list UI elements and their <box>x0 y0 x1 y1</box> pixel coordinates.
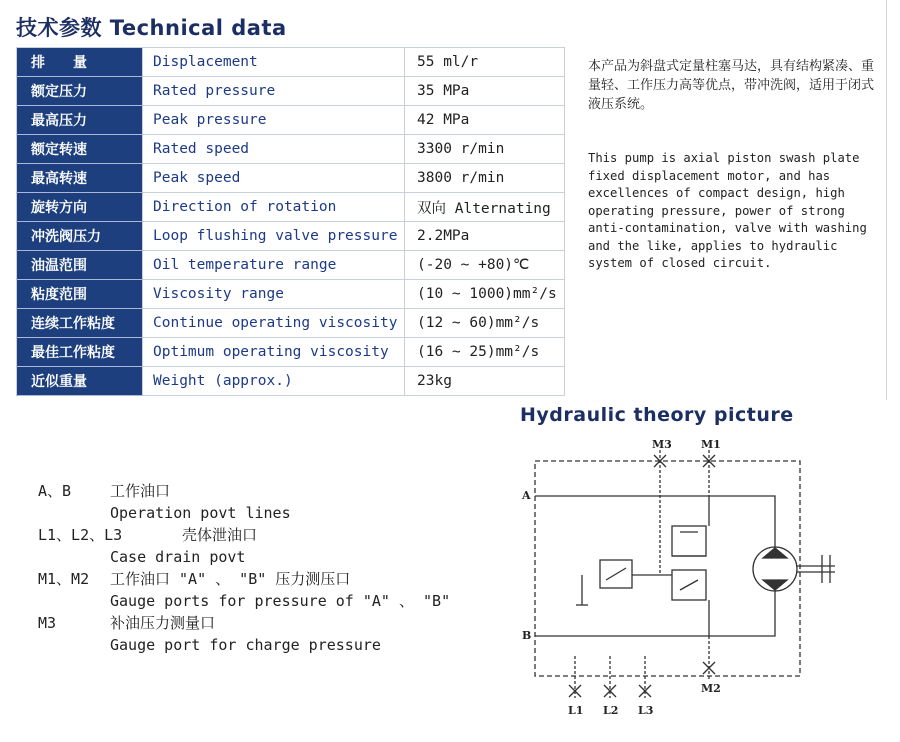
spec-label-zh: 额定压力 <box>17 77 143 106</box>
legend-row <box>38 612 468 634</box>
spec-label-zh: 额定转速 <box>17 135 143 164</box>
spec-label-en: Peak speed <box>143 164 405 193</box>
label-l1: L1 <box>568 704 584 717</box>
spec-label-en: Weight (approx.) <box>143 367 405 396</box>
spec-value: 3300 r/min <box>405 135 565 164</box>
page-title: 技术参数 Technical data <box>16 16 287 40</box>
legend-key: A、B <box>38 482 72 500</box>
label-b: B <box>522 629 532 642</box>
spec-value: 23kg <box>405 367 565 396</box>
spec-label-en: Viscosity range <box>143 280 405 309</box>
spec-value: (16 ~ 25)mm²/s <box>405 338 565 367</box>
spec-value: 3800 r/min <box>405 164 565 193</box>
spec-label-zh: 最高转速 <box>17 164 143 193</box>
spec-label-en: Displacement <box>143 48 405 77</box>
line-a <box>535 496 775 548</box>
spec-value: 35 MPa <box>405 77 565 106</box>
label-m3: M3 <box>652 438 672 451</box>
spec-row <box>17 280 565 309</box>
legend-en: Gauge port for charge pressure <box>110 636 381 654</box>
spec-value: 42 MPa <box>405 106 565 135</box>
flushing-valve-upper <box>672 526 706 556</box>
spec-value: (12 ~ 60)mm²/s <box>405 309 565 338</box>
spec-row <box>17 338 565 367</box>
label-l2: L2 <box>603 704 619 717</box>
label-m1: M1 <box>701 438 721 451</box>
spec-row <box>17 164 565 193</box>
legend-zh: 工作油口 "A" 、 "B" 压力测压口 <box>110 570 351 588</box>
legend-key: M1、M2 <box>38 570 90 588</box>
spec-label-en: Rated speed <box>143 135 405 164</box>
label-m2: M2 <box>701 682 721 695</box>
legend-key: M3 <box>38 614 57 632</box>
spec-label-en: Loop flushing valve pressure <box>143 222 405 251</box>
spec-value: 2.2MPa <box>405 222 565 251</box>
line-b <box>535 590 775 636</box>
spec-row <box>17 106 565 135</box>
spec-value: 双向 Alternating <box>405 193 565 222</box>
spec-value: 55 ml/r <box>405 48 565 77</box>
spec-label-zh: 冲洗阀压力 <box>17 222 143 251</box>
spec-label-en: Oil temperature range <box>143 251 405 280</box>
spec-row <box>17 48 565 77</box>
legend-en: Gauge ports for pressure of "A" 、 "B" <box>110 592 451 610</box>
spec-table <box>16 47 565 396</box>
spec-label-en: Direction of rotation <box>143 193 405 222</box>
hydraulic-title: Hydraulic theory picture <box>520 404 794 426</box>
spec-row <box>17 222 565 251</box>
spec-label-en: Continue operating viscosity <box>143 309 405 338</box>
legend-row <box>38 546 468 568</box>
legend-row <box>38 634 468 656</box>
spec-label-zh: 最佳工作粘度 <box>17 338 143 367</box>
divider <box>886 0 887 400</box>
spec-label-zh: 油温范围 <box>17 251 143 280</box>
legend-key: L1、L2、L3 <box>38 526 123 544</box>
spec-value: (-20 ~ +80)℃ <box>405 251 565 280</box>
spec-label-zh: 近似重量 <box>17 367 143 396</box>
spec-label-zh: 最高压力 <box>17 106 143 135</box>
legend-zh: 补油压力测量口 <box>110 614 216 632</box>
legend-row <box>38 568 468 590</box>
description-zh: 本产品为斜盘式定量柱塞马达，具有结构紧凑、重量轻、工作压力高等优点，带冲洗阀，适用于闭式液压系统。 <box>588 59 875 112</box>
spec-row <box>17 367 565 396</box>
legend-row <box>38 480 468 502</box>
spec-label-zh: 连续工作粘度 <box>17 309 143 338</box>
label-a: A <box>522 489 531 502</box>
spec-label-en: Rated pressure <box>143 77 405 106</box>
spec-row <box>17 309 565 338</box>
spec-value: (10 ~ 1000)mm²/s <box>405 280 565 309</box>
legend-row <box>38 590 468 612</box>
housing-outline <box>535 461 800 676</box>
spec-row <box>17 251 565 280</box>
spec-row <box>17 193 565 222</box>
legend-row <box>38 502 468 524</box>
spec-label-zh: 旋转方向 <box>17 193 143 222</box>
legend-zh: 壳体泄油口 <box>182 526 258 544</box>
spec-row <box>17 77 565 106</box>
legend-en: Case drain povt <box>110 548 246 566</box>
legend-en: Operation povt lines <box>110 504 291 522</box>
port-legend <box>38 480 468 656</box>
spec-label-zh: 粘度范围 <box>17 280 143 309</box>
legend-zh: 工作油口 <box>110 482 171 500</box>
spec-row <box>17 135 565 164</box>
spec-label-en: Peak pressure <box>143 106 405 135</box>
legend-row <box>38 524 468 546</box>
description-en: This pump is axial piston swash plate fixed displacement motor, and has excellences of compact design, high operating pressure, power of strong anti-contamination, valve with washing and the like, applies to hydraulic system of closed circuit. <box>588 151 867 270</box>
label-l3: L3 <box>638 704 654 717</box>
spec-label-en: Optimum operating viscosity <box>143 338 405 367</box>
hydraulic-diagram <box>500 430 840 730</box>
spec-label-zh: 排 量 <box>17 48 143 77</box>
